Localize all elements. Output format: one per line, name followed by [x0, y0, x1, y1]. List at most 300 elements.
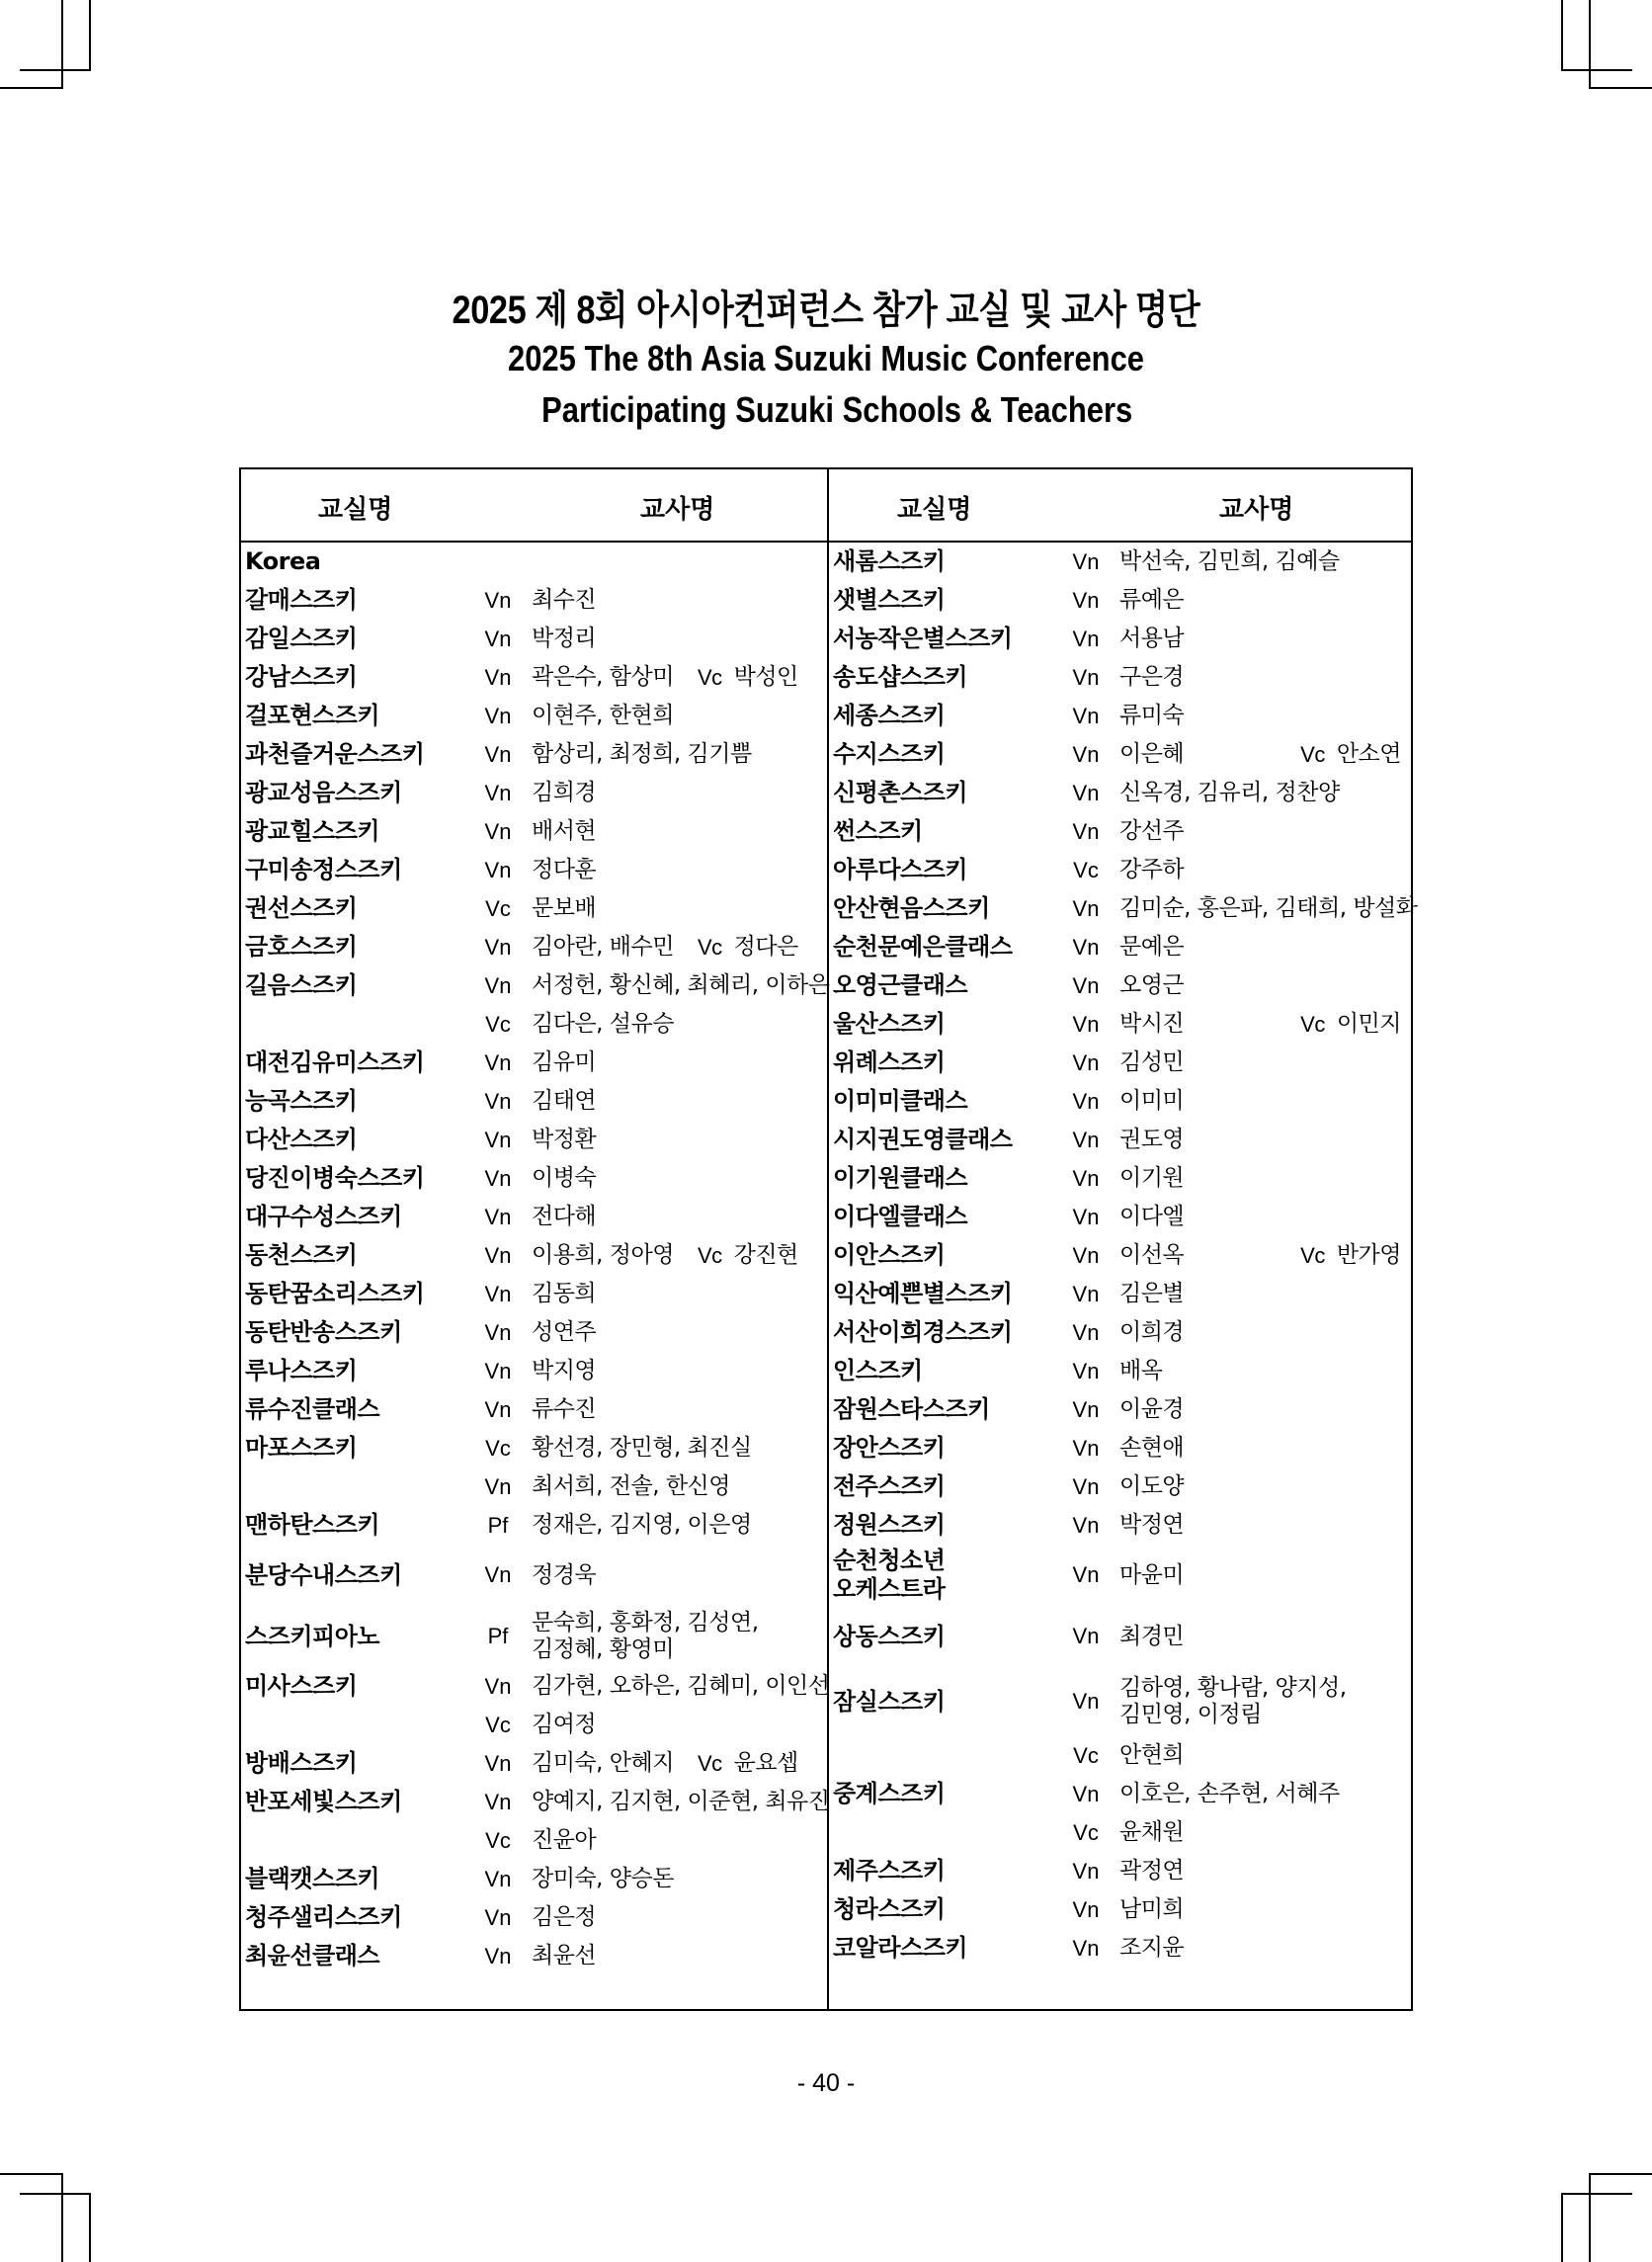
instrument-code: Vn [484, 1673, 512, 1699]
crop-mark [20, 2193, 91, 2195]
left-column [241, 543, 830, 1975]
teacher-names-main: 김희경 [532, 780, 597, 805]
teacher-names-main: 배서현 [532, 818, 597, 844]
table-row [829, 658, 1414, 697]
table-row [829, 1390, 1414, 1429]
school-name: 아루다스즈키 [833, 856, 968, 883]
teacher-names-line: 김하영, 황나람, 양지성, [1119, 1675, 1347, 1701]
crop-mark [1589, 87, 1652, 89]
table-row [241, 1783, 830, 1821]
table-row [241, 1390, 826, 1429]
instrument-code: Vn [1072, 1319, 1100, 1345]
crop-mark [1561, 2193, 1632, 2195]
teacher-names [1119, 812, 1184, 851]
teacher-names [532, 1744, 798, 1783]
teacher-names-main: 김다은, 설유승 [532, 1011, 674, 1037]
teacher-names-main: 마윤미 [1119, 1561, 1185, 1588]
header-school-right: 교실명 [897, 495, 972, 525]
school-name: 권선스즈키 [245, 894, 358, 922]
table-row [241, 1606, 826, 1667]
teacher-names-secondary: 강진현 [733, 1242, 798, 1268]
teacher-names-main: 이호은, 손주현, 서혜주 [1119, 1781, 1340, 1806]
school-name: 위례스즈키 [833, 1048, 946, 1076]
teacher-names-main: 최서희, 전솔, 한신영 [532, 1473, 730, 1499]
table-row [241, 1744, 826, 1783]
table-row [241, 543, 826, 581]
instrument-code: Vn [1072, 741, 1100, 767]
teacher-names-main: 윤채원 [1119, 1819, 1185, 1845]
teacher-names [1119, 889, 1417, 928]
table-row [829, 1667, 1414, 1736]
table-row [241, 1860, 826, 1898]
teacher-names [532, 1429, 752, 1467]
teacher-names-main: 이도양 [1119, 1473, 1185, 1499]
table-row [829, 1545, 1414, 1606]
school-name: 전주스즈키 [833, 1472, 946, 1500]
school-name: 잠원스타스즈키 [833, 1395, 990, 1423]
table-row [829, 812, 1414, 851]
teacher-names [1119, 658, 1184, 697]
instrument-code: Vn [484, 1204, 512, 1229]
instrument-code: Vn [484, 626, 512, 651]
table-row [241, 1044, 826, 1082]
teacher-names [1119, 1467, 1184, 1506]
table-row [829, 1275, 1414, 1313]
table-row [241, 1121, 826, 1159]
teacher-names-main: 박선숙, 김민희, 김예슬 [1119, 548, 1340, 574]
teacher-names [532, 1937, 596, 1975]
instrument-code [483, 543, 513, 581]
table-row [829, 928, 1414, 966]
instrument-code: Vn [484, 1904, 512, 1930]
teacher-names [532, 1082, 596, 1121]
table-row [241, 1429, 826, 1467]
teacher-names [532, 735, 752, 774]
teacher-names [532, 1606, 759, 1667]
teacher-names-main: 양예지, 김지현, 이준현, 최유진 [532, 1789, 830, 1814]
instrument-code: Vn [484, 587, 512, 613]
crop-mark [61, 2173, 63, 2262]
instrument-code: Vc [1073, 1819, 1099, 1845]
teacher-names-main: 문예은 [1119, 934, 1185, 960]
instrument-code: Vc [485, 1827, 511, 1853]
teacher-names-main: 이은혜 [1119, 741, 1185, 767]
table-row [829, 1929, 1414, 1968]
instrument-code: Vn [1072, 1624, 1100, 1648]
teacher-names [1119, 735, 1401, 774]
teacher-names-main: 서용남 [1119, 626, 1185, 651]
school-name: 광교힐스즈키 [245, 817, 380, 845]
table-row [241, 774, 826, 812]
teacher-names-main: 박지영 [532, 1358, 597, 1383]
school-name: 시지권도영클래스 [833, 1126, 1013, 1153]
teacher-names [1119, 581, 1184, 620]
teacher-names-main: 안현희 [1119, 1742, 1185, 1768]
teacher-names-main: 최윤선 [532, 1943, 597, 1969]
table-row [241, 1706, 826, 1744]
teacher-names [532, 1352, 596, 1390]
teacher-names-main: 강주하 [1119, 857, 1185, 882]
instrument-code: Vn [484, 818, 512, 844]
teacher-names [532, 928, 798, 966]
school-name: 서산이희경스즈키 [833, 1318, 1013, 1346]
teacher-names-line: 김정혜, 황영미 [532, 1636, 674, 1662]
table-row [241, 735, 826, 774]
instrument-code: Vn [484, 1562, 512, 1587]
table-row [241, 1159, 826, 1198]
instrument-code: Vn [1072, 1127, 1100, 1152]
table-row [829, 735, 1414, 774]
school-name: 분당수내스즈키 [245, 1560, 402, 1589]
teacher-names [1119, 620, 1184, 658]
crop-mark [0, 2173, 61, 2175]
instrument-code-secondary: Vc [697, 665, 722, 690]
table-row [241, 1005, 826, 1044]
instrument-code: Vn [1072, 1165, 1100, 1191]
table-row [829, 581, 1414, 620]
instrument-code: Vn [1072, 818, 1100, 844]
teacher-names [532, 658, 798, 697]
teacher-names [1119, 1121, 1184, 1159]
school-name: 안산현음스즈키 [833, 894, 990, 922]
teacher-names-secondary: 반가영 [1336, 1242, 1401, 1268]
teacher-names-main: 조지윤 [1119, 1935, 1185, 1961]
school-name: 동탄반송스즈키 [245, 1318, 402, 1346]
school-name: 미사스즈키 [245, 1672, 358, 1700]
teacher-names-line: 김민영, 이정림 [1119, 1702, 1262, 1727]
instrument-code: Vn [1072, 664, 1100, 690]
table-row [829, 1121, 1414, 1159]
table-row [829, 1159, 1414, 1198]
teacher-names [1119, 1506, 1184, 1545]
instrument-code: Vn [1072, 934, 1100, 960]
table-row [241, 889, 826, 928]
instrument-code: Vn [1072, 1689, 1100, 1714]
school-name: 이안스즈키 [833, 1241, 946, 1269]
teacher-names-main: 곽은수, 함상미 [532, 664, 674, 690]
teacher-names [1119, 1606, 1184, 1667]
teacher-names-main: 김은별 [1119, 1281, 1185, 1306]
school-name: 이기원클래스 [833, 1164, 968, 1192]
instrument-code: Vn [1072, 1011, 1100, 1037]
crop-mark [61, 0, 63, 89]
crop-mark [0, 87, 61, 89]
table-row [829, 620, 1414, 658]
instrument-code: Vc [1073, 857, 1099, 882]
school-name: 신평촌스즈키 [833, 779, 968, 806]
instrument-code: Pf [487, 1512, 509, 1538]
teacher-names [532, 1313, 596, 1352]
teacher-names-main: 이현주, 한현희 [532, 703, 674, 728]
teacher-names-main: 김은정 [532, 1904, 597, 1930]
teacher-names [1119, 543, 1340, 581]
instrument-code: Vc [485, 895, 511, 921]
teacher-names-main: 신옥경, 김유리, 정찬양 [1119, 780, 1340, 805]
teacher-names-main: 전다해 [532, 1204, 597, 1229]
table-row [241, 1898, 826, 1937]
school-name: 마포스즈키 [245, 1434, 358, 1462]
teacher-names [532, 1467, 730, 1506]
table-row [241, 697, 826, 735]
table-row [829, 1005, 1414, 1044]
instrument-code: Vn [484, 1396, 512, 1422]
teacher-names-main: 성연주 [532, 1319, 597, 1345]
teacher-names [1119, 1929, 1184, 1968]
teacher-names-main: 류수진 [532, 1396, 597, 1422]
teacher-names-main: 손현애 [1119, 1435, 1185, 1461]
teacher-names [532, 1545, 596, 1606]
teacher-names-main: 이다엘 [1119, 1204, 1185, 1229]
teacher-names [532, 1159, 596, 1198]
teacher-names [532, 1860, 674, 1898]
school-name: 새롬스즈키 [833, 547, 946, 575]
school-name: 청라스즈키 [833, 1895, 946, 1923]
school-name: 블랙캣스즈키 [245, 1865, 380, 1892]
teacher-names-main: 김아란, 배수민 [532, 934, 674, 960]
crop-mark [1589, 2173, 1652, 2175]
teacher-names-main: 이윤경 [1119, 1396, 1185, 1422]
table-row [241, 658, 826, 697]
teacher-names-secondary: 이민지 [1336, 1011, 1401, 1037]
school-name: 인스즈키 [833, 1357, 923, 1384]
table-row [829, 1352, 1414, 1390]
crop-mark [1561, 0, 1563, 69]
crop-mark [1561, 69, 1632, 71]
teacher-names [1119, 1313, 1184, 1352]
crop-mark [89, 2193, 91, 2262]
school-name: 잠실스즈키 [833, 1687, 946, 1716]
school-name [833, 1545, 945, 1606]
instrument-code: Vn [1072, 972, 1100, 998]
school-name-line: 순천청소년 [833, 1547, 946, 1574]
school-name: 당진이병숙스즈키 [245, 1164, 425, 1192]
instrument-code: Vn [1072, 1204, 1100, 1229]
instrument-code: Vn [1072, 1512, 1100, 1538]
school-name: 이미미클래스 [833, 1087, 968, 1115]
school-name: 광교성음스즈키 [245, 779, 402, 806]
teacher-names-main: 이병숙 [532, 1165, 597, 1191]
instrument-code: Vn [484, 780, 512, 805]
table-row [829, 1429, 1414, 1467]
teacher-names-main: 구은경 [1119, 664, 1185, 690]
teacher-names [1119, 1082, 1184, 1121]
page-number: - 40 - [796, 2069, 856, 2097]
teacher-names-main: 류예은 [1119, 587, 1185, 613]
table-row [241, 1082, 826, 1121]
teacher-names-main: 함상리, 최정희, 김기쁨 [532, 741, 752, 767]
teacher-names [532, 812, 596, 851]
instrument-code: Vn [1072, 1781, 1100, 1806]
teacher-names [532, 966, 829, 1005]
table-row [829, 889, 1418, 928]
instrument-code-secondary: Vc [697, 1243, 722, 1268]
teacher-names-main: 이희경 [1119, 1319, 1185, 1345]
school-name: 길음스즈키 [245, 971, 358, 999]
table-row [829, 697, 1414, 735]
header-teacher-right: 교사명 [1219, 495, 1294, 525]
crop-mark [1589, 2173, 1591, 2262]
instrument-code: Vn [484, 1165, 512, 1191]
teacher-names [1119, 1352, 1162, 1390]
instrument-code: Vn [1072, 1935, 1100, 1961]
school-name: 걸포현스즈키 [245, 702, 380, 729]
table-row [241, 1821, 826, 1860]
instrument-code: Vn [1072, 1858, 1100, 1884]
teacher-names-main: 황선경, 장민형, 최진실 [532, 1435, 752, 1461]
table-row [241, 1275, 826, 1313]
instrument-code: Vn [484, 741, 512, 767]
teacher-names-main: 박정리 [532, 626, 597, 651]
school-name: 과천즐거운스즈키 [245, 740, 425, 768]
table-row [241, 928, 826, 966]
instrument-code: Vn [484, 972, 512, 998]
instrument-code-secondary: Vc [1300, 1012, 1325, 1037]
teacher-names [1119, 697, 1184, 735]
teacher-names [532, 851, 596, 889]
table-row [241, 1467, 826, 1506]
teacher-names [1119, 851, 1184, 889]
teacher-names-main: 장미숙, 양승돈 [532, 1866, 674, 1891]
school-name: 동탄꿈소리스즈키 [245, 1280, 425, 1307]
table-row [241, 851, 826, 889]
instrument-code-secondary: Vc [697, 935, 722, 960]
table-row [829, 543, 1414, 581]
school-name: 최윤선클래스 [245, 1942, 380, 1969]
teacher-names-main: 이용희, 정아영 [532, 1242, 674, 1268]
teacher-names [532, 1783, 829, 1821]
teacher-names-main: 이선옥 [1119, 1242, 1185, 1268]
table-row [829, 966, 1414, 1005]
table-row [241, 581, 826, 620]
table-row [829, 1506, 1414, 1545]
school-name: 다산스즈키 [245, 1126, 358, 1153]
school-name: 정원스즈키 [833, 1511, 946, 1539]
teacher-names-main: 최수진 [532, 587, 597, 613]
teacher-names-main: 남미희 [1119, 1896, 1185, 1922]
table-row [829, 1775, 1414, 1813]
instrument-code: Vn [1072, 1473, 1100, 1499]
crop-mark [89, 0, 91, 69]
teacher-names [1119, 1545, 1184, 1606]
instrument-code: Vn [1072, 587, 1100, 613]
table-row [829, 1467, 1414, 1506]
school-name: 서농작은별스즈키 [833, 625, 1013, 652]
school-name: 대구수성스즈키 [245, 1203, 402, 1230]
instrument-code: Vn [1072, 1358, 1100, 1383]
teacher-names [1119, 1044, 1184, 1082]
teacher-names [1119, 1005, 1401, 1044]
teacher-names-main: 박정환 [532, 1127, 597, 1152]
teacher-names-main: 진윤아 [532, 1827, 597, 1853]
teacher-names [1119, 928, 1184, 966]
school-name: 류수진클래스 [245, 1395, 380, 1423]
instrument-code: Vn [1072, 1049, 1100, 1075]
teacher-names-main: 배옥 [1119, 1358, 1163, 1383]
instrument-code: Vn [484, 1473, 512, 1499]
teacher-names-main: 김유미 [532, 1049, 597, 1075]
table-row [829, 1890, 1414, 1929]
school-name: 동천스즈키 [245, 1241, 358, 1269]
teacher-names-main: 김미숙, 안혜지 [532, 1750, 674, 1776]
instrument-code: Vn [1072, 1088, 1100, 1114]
school-name: 울산스즈키 [833, 1010, 946, 1038]
teacher-names [532, 1706, 596, 1744]
instrument-code: Vn [484, 664, 512, 690]
table-row [829, 1236, 1414, 1275]
teacher-names-main: 권도영 [1119, 1127, 1185, 1152]
instrument-code: Vn [484, 1127, 512, 1152]
teacher-names [1119, 1813, 1184, 1852]
school-name: 순천문예은클래스 [833, 933, 1013, 961]
teacher-names [532, 1667, 829, 1706]
school-name: 샛별스즈키 [833, 586, 946, 614]
school-name: 이다엘클래스 [833, 1203, 968, 1230]
instrument-code: Vn [1072, 626, 1100, 651]
teacher-names [1119, 1890, 1184, 1929]
instrument-code: Vn [484, 1242, 512, 1268]
table-row [241, 1545, 826, 1606]
instrument-code: Vn [484, 1049, 512, 1075]
teacher-names-secondary: 정다은 [733, 934, 798, 960]
table-row [829, 1198, 1414, 1236]
school-name: 코알라스즈키 [833, 1934, 968, 1962]
crop-mark [1589, 0, 1591, 89]
teacher-names [532, 1821, 596, 1860]
instrument-code: Vn [1072, 895, 1100, 921]
school-name: 맨하탄스즈키 [245, 1511, 380, 1539]
crop-mark [1561, 2193, 1563, 2262]
table-row [241, 1313, 826, 1352]
teacher-names-main: 최경민 [1119, 1623, 1185, 1649]
teacher-names [532, 1044, 596, 1082]
table-row [829, 1813, 1414, 1852]
school-name: 장안스즈키 [833, 1434, 946, 1462]
teacher-names-main: 김가현, 오하은, 김혜미, 이인선 [532, 1673, 830, 1699]
table-row [241, 620, 826, 658]
table-row [241, 966, 830, 1005]
instrument-code: Vn [1072, 1242, 1100, 1268]
instrument-code: Vc [485, 1712, 511, 1737]
teacher-names [532, 1506, 752, 1545]
teacher-names-main: 김태연 [532, 1088, 597, 1114]
table-row [829, 1044, 1414, 1082]
school-name: 중계스즈키 [833, 1780, 946, 1807]
instrument-code: Vc [485, 1435, 511, 1461]
school-name: 능곡스즈키 [245, 1087, 358, 1115]
school-name: 익산예쁜별스즈키 [833, 1280, 1013, 1307]
school-name: Korea [245, 547, 321, 575]
instrument-code: Vn [1072, 548, 1100, 574]
instrument-code: Vc [485, 1011, 511, 1037]
school-name: 청주샐리스즈키 [245, 1903, 402, 1931]
school-name: 강남스즈키 [245, 663, 358, 691]
teacher-names [1119, 1667, 1347, 1736]
instrument-code: Vn [484, 934, 512, 960]
teacher-names [532, 774, 596, 812]
table-row [241, 812, 826, 851]
teacher-names-secondary: 윤요셉 [733, 1750, 798, 1776]
teacher-names [1119, 1275, 1184, 1313]
teacher-names [1119, 1736, 1184, 1775]
instrument-code: Vn [484, 1281, 512, 1306]
teacher-names [532, 1198, 596, 1236]
table-row [241, 1198, 826, 1236]
school-name: 방배스즈키 [245, 1749, 358, 1777]
instrument-code: Vn [1072, 1281, 1100, 1306]
teacher-names [532, 1275, 596, 1313]
instrument-code: Vn [484, 1088, 512, 1114]
teacher-names-main: 곽정연 [1119, 1858, 1185, 1884]
